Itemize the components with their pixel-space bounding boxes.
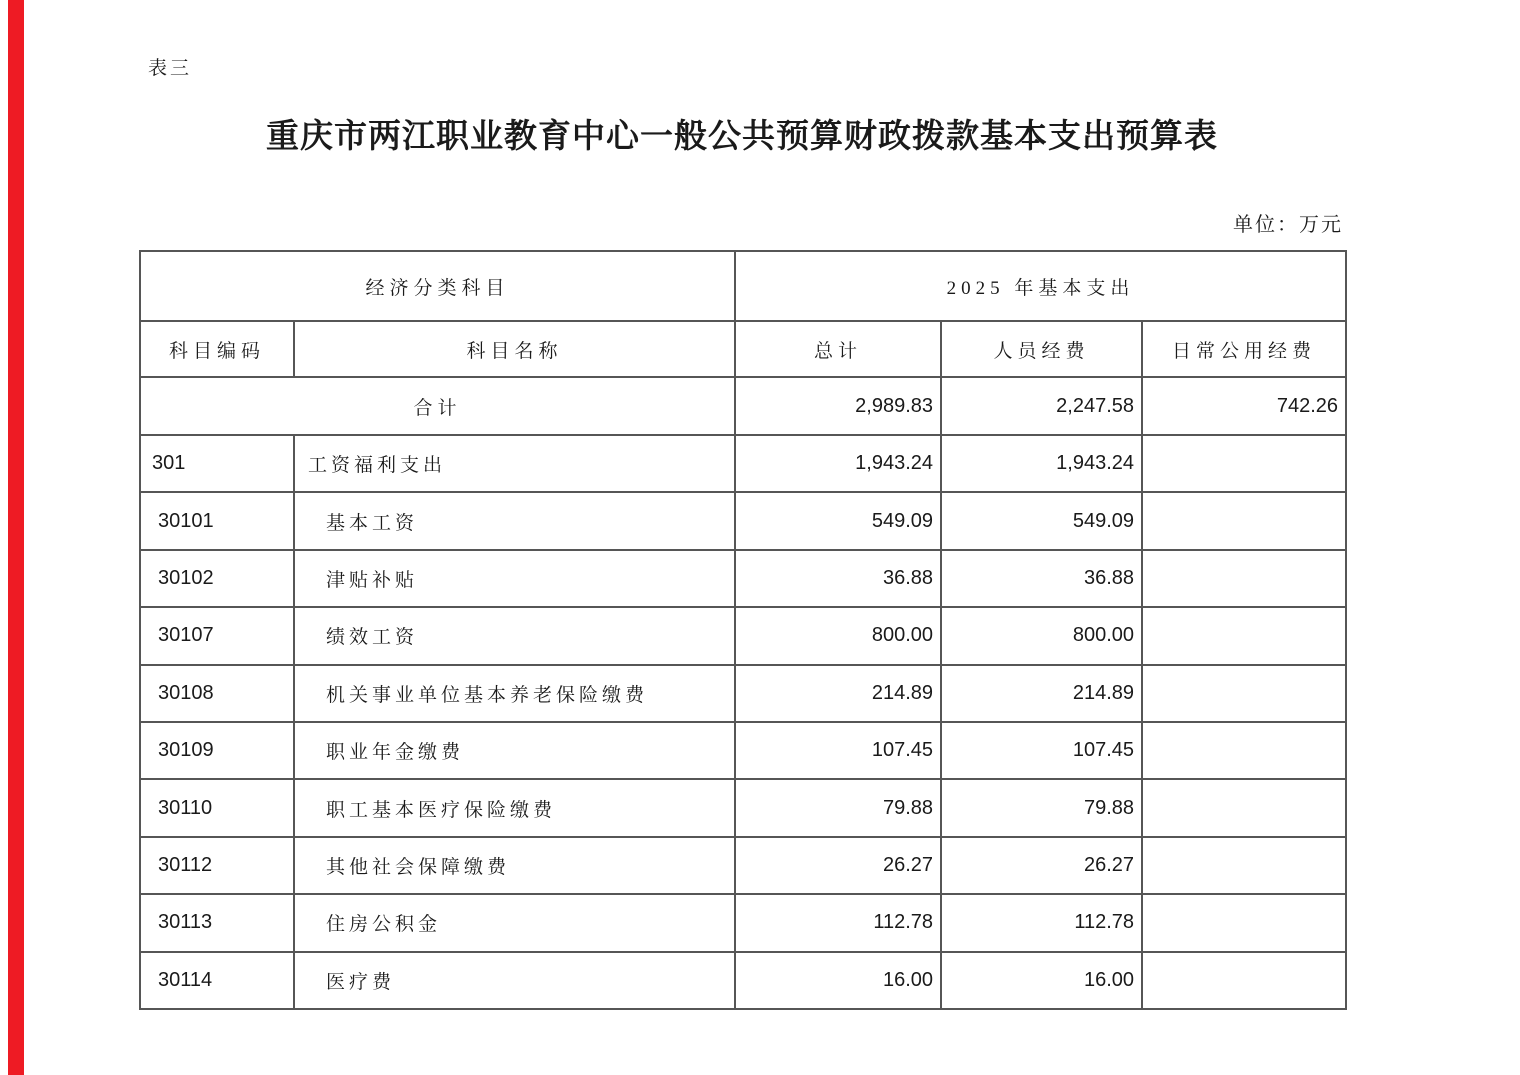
basic-expenditure-2025-header: 2025 年基本支出: [735, 251, 1346, 321]
total-cell: 2,989.83: [735, 377, 941, 435]
personnel-cell: 214.89: [941, 665, 1142, 722]
personnel-cell: 16.00: [941, 952, 1142, 1009]
personnel-cell: 79.88: [941, 779, 1142, 836]
subject-name-cell: 津贴补贴: [294, 550, 735, 607]
subject-name-cell: 基本工资: [294, 492, 735, 549]
subject-name-cell: 绩效工资: [294, 607, 735, 664]
table-row: [140, 779, 1346, 836]
personnel-cell: 26.27: [941, 837, 1142, 894]
personnel-cell: 107.45: [941, 722, 1142, 779]
total-cell: 112.78: [735, 894, 941, 951]
total-cell: 16.00: [735, 952, 941, 1009]
daily-cell: [1142, 894, 1346, 951]
table-row: [140, 952, 1346, 1009]
table-row: [140, 722, 1346, 779]
table-number-tag: 表三: [148, 58, 193, 79]
table-row: [140, 492, 1346, 549]
column-header-code: 科目编码: [140, 321, 294, 377]
column-header-personnel: 人员经费: [941, 321, 1142, 377]
daily-cell: [1142, 665, 1346, 722]
summary-row: [140, 377, 1346, 435]
table-row: [140, 550, 1346, 607]
subject-code-cell: 30114: [140, 952, 294, 1009]
table-row: [140, 894, 1346, 951]
table-body: [140, 377, 1346, 1009]
total-cell: 79.88: [735, 779, 941, 836]
subject-name-cell: 职工基本医疗保险缴费: [294, 779, 735, 836]
left-margin-red-bar: [8, 0, 24, 1075]
table-row: [140, 435, 1346, 492]
column-header-total: 总计: [735, 321, 941, 377]
total-cell: 549.09: [735, 492, 941, 549]
daily-cell: [1142, 779, 1346, 836]
total-cell: 1,943.24: [735, 435, 941, 492]
daily-cell: [1142, 435, 1346, 492]
personnel-cell: 800.00: [941, 607, 1142, 664]
total-cell: 800.00: [735, 607, 941, 664]
unit-note: 单位：万元: [1233, 214, 1343, 236]
subject-code-cell: 30108: [140, 665, 294, 722]
column-header-name: 科目名称: [294, 321, 735, 377]
subject-name-cell: 职业年金缴费: [294, 722, 735, 779]
personnel-cell: 2,247.58: [941, 377, 1142, 435]
subject-code-cell: 30112: [140, 837, 294, 894]
subject-code-cell: 30110: [140, 779, 294, 836]
subject-code-cell: 30107: [140, 607, 294, 664]
subject-code-cell: 30102: [140, 550, 294, 607]
daily-cell: [1142, 722, 1346, 779]
subject-code-cell: 301: [140, 435, 294, 492]
subject-name-cell: 住房公积金: [294, 894, 735, 951]
total-cell: 26.27: [735, 837, 941, 894]
daily-cell: [1142, 492, 1346, 549]
subject-code-cell: 30101: [140, 492, 294, 549]
daily-cell: 742.26: [1142, 377, 1346, 435]
total-cell: 36.88: [735, 550, 941, 607]
group-header-row: [140, 251, 1346, 321]
summary-label-cell: 合计: [140, 377, 735, 435]
economic-category-header: 经济分类科目: [140, 251, 735, 321]
page-title: 重庆市两江职业教育中心一般公共预算财政拨款基本支出预算表: [266, 119, 1218, 155]
total-cell: 107.45: [735, 722, 941, 779]
table-row: [140, 665, 1346, 722]
subject-code-cell: 30113: [140, 894, 294, 951]
daily-cell: [1142, 607, 1346, 664]
daily-cell: [1142, 952, 1346, 1009]
column-header-daily: 日常公用经费: [1142, 321, 1346, 377]
column-header-row: [140, 321, 1346, 377]
personnel-cell: 112.78: [941, 894, 1142, 951]
daily-cell: [1142, 837, 1346, 894]
table-row: [140, 607, 1346, 664]
subject-name-cell: 其他社会保障缴费: [294, 837, 735, 894]
budget-table: [139, 250, 1347, 1010]
total-cell: 214.89: [735, 665, 941, 722]
subject-name-cell: 工资福利支出: [294, 435, 735, 492]
table-row: [140, 837, 1346, 894]
personnel-cell: 36.88: [941, 550, 1142, 607]
subject-name-cell: 医疗费: [294, 952, 735, 1009]
daily-cell: [1142, 550, 1346, 607]
subject-code-cell: 30109: [140, 722, 294, 779]
subject-name-cell: 机关事业单位基本养老保险缴费: [294, 665, 735, 722]
personnel-cell: 549.09: [941, 492, 1142, 549]
personnel-cell: 1,943.24: [941, 435, 1142, 492]
